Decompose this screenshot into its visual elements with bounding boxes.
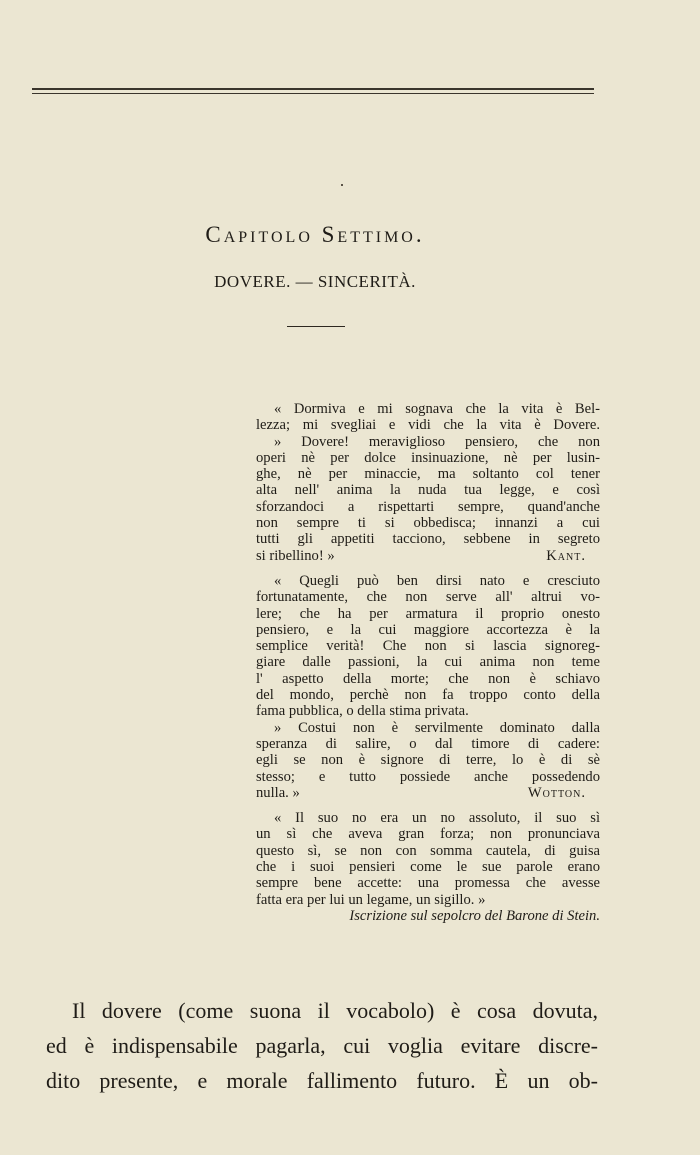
body-paragraph: [46, 993, 598, 1098]
epigraph-gap: [256, 801, 600, 810]
epigraph-line: lezza; mi svegliai e vidi che la vita è Dovere.: [256, 417, 600, 434]
epigraph-line: nulla. »: [256, 784, 300, 801]
body-line: Il dovere (come suona il vocabolo) è cosa dovuta,: [72, 998, 598, 1023]
epigraph-line: tutti gli appetiti tacciono, sebbene in segreto: [256, 531, 600, 548]
epigraph-line: fama pubblica, o della stima privata.: [256, 703, 469, 720]
epigraph-line: alta nell' anima la nuda tua legge, e così: [256, 482, 600, 499]
chapter-title: Capitolo Settimo.: [205, 222, 425, 247]
epigraph-line: giare dalle passioni, la cui anima non teme: [256, 654, 600, 671]
epigraph-line: si ribellino! »: [256, 547, 335, 564]
epigraph-signature-line: [256, 548, 600, 564]
epigraph-line: « Quegli può ben dirsi nato e cresciuto: [274, 572, 600, 589]
epigraph-author: Wotton.: [527, 784, 586, 801]
body-line: ed è indispensabile pagarla, cui voglia evitare discre-: [46, 1033, 598, 1058]
epigraph-line: fortunatamente, che non serve all' altrui vo-: [256, 589, 600, 606]
epigraph-line: speranza di salire, o dal timore di cadere:: [256, 735, 600, 752]
epigraph-gap: [256, 564, 600, 573]
epigraph-line: che i suoi pensieri come le sue parole erano: [256, 859, 600, 876]
epigraph-line: l' aspetto della morte; che non è schiavo: [256, 670, 600, 687]
epigraph-line: egli se non è signore di terre, lo è di sè: [256, 752, 600, 769]
epigraph-line: del mondo, perchè non fa troppo conto della: [256, 687, 600, 704]
header-rule-thick: [32, 88, 594, 90]
epigraph-line: « Dormiva e mi sognava che la vita è Bel-: [274, 401, 600, 417]
header-rule-thin: [32, 93, 594, 94]
epigraph-wotton: [256, 573, 600, 801]
epigraph-line: « Il suo no era un no assoluto, il suo sì: [274, 810, 600, 827]
epigraph-signature-line: [256, 785, 600, 801]
epigraph-line: un sì che aveva gran forza; non pronunciava: [256, 826, 600, 843]
epigraph-stein: [256, 810, 600, 924]
epigraph-line: operi nè per dolce insinuazione, nè per lusin-: [256, 449, 600, 466]
epigraph-line: ghe, nè per minaccie, ma soltanto col tener: [256, 466, 600, 483]
epigraph-line: fatta era per lui un legame, un sigillo. »: [256, 891, 486, 908]
epigraph-line: » Costui non è servilmente dominato dalla: [274, 719, 600, 736]
epigraph-line: » Dovere! meraviglioso pensiero, che non: [274, 433, 600, 450]
epigraph-line: sforzandoci a rispettarti sempre, quand'anche: [256, 498, 600, 515]
epigraph-line: semplice verità! Che non si lascia signoreg-: [256, 638, 600, 655]
chapter-subtitle: DOVERE. — SINCERITÀ.: [214, 272, 416, 291]
title-divider: [287, 326, 345, 327]
epigraph-author: Kant.: [546, 547, 586, 564]
epigraph-line: sempre bene accette: una promessa che avesse: [256, 875, 600, 892]
epigraph-attribution: Iscrizione sul sepolcro del Barone di Stein.: [349, 907, 600, 924]
epigraph-line: stesso; e tutto possiede anche possedendo: [256, 768, 600, 785]
epigraph-block: [256, 401, 600, 924]
epigraph-line: lere; che ha per armatura il proprio onesto: [256, 605, 600, 622]
epigraph-line: non sempre ti si obbedisca; innanzi a cui: [256, 515, 600, 532]
epigraph-line: questo sì, se non con somma cautela, di guisa: [256, 842, 600, 859]
body-line: dito presente, e morale fallimento futuro. È un ob-: [46, 1068, 598, 1093]
epigraph-line: pensiero, e la cui maggiore accortezza è la: [256, 621, 600, 638]
page-speck: [341, 184, 343, 186]
header-double-rule: [32, 88, 594, 94]
epigraph-kant: [256, 401, 600, 564]
